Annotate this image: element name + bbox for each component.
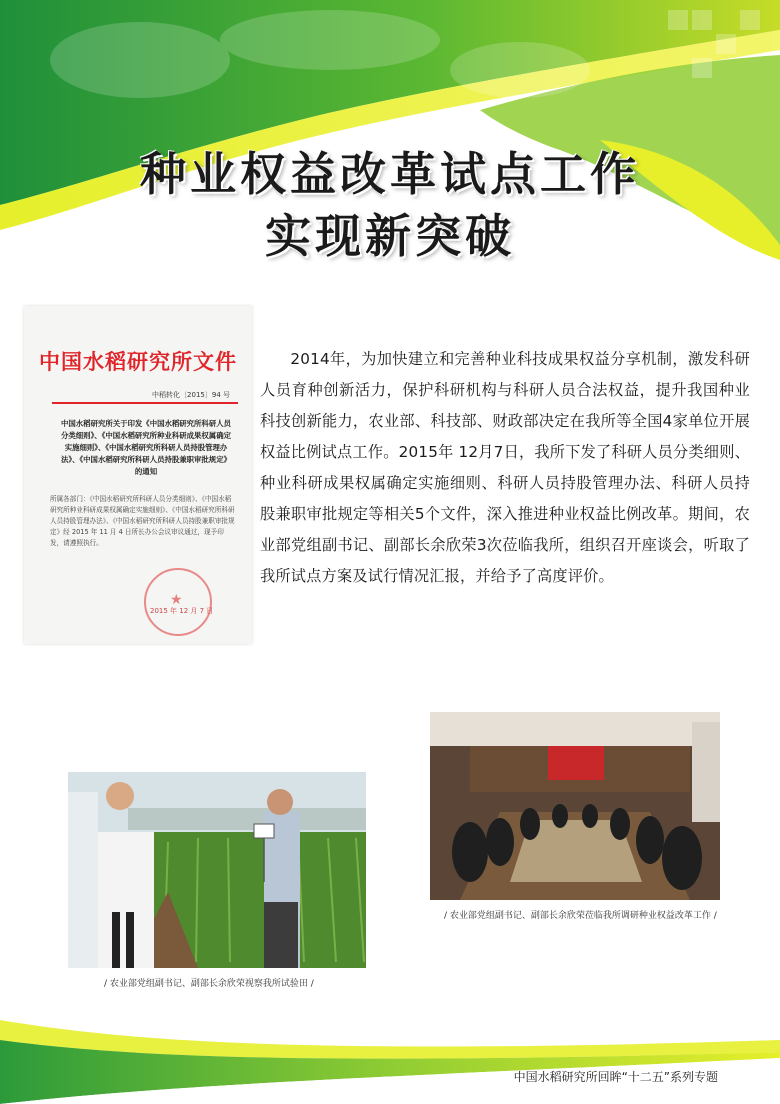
document-number: 中稻转化〔2015〕94 号 — [152, 391, 230, 399]
document-scan-image — [24, 306, 252, 644]
official-seal-icon: ★ — [144, 568, 212, 636]
footer-series-label: 中国水稻研究所回眸“十二五”系列专题 — [513, 1070, 718, 1084]
meeting-illustration — [430, 712, 720, 900]
photo-caption-left: / 农业部党组副书记、副部长余欣荣视察我所试验田 / — [104, 979, 314, 989]
footer-banner — [0, 1000, 780, 1104]
article-paragraph: 2014年，为加快建立和完善种业科技成果权益分享机制，激发科研人员育种创新活力，保护科研机构与科研人员合法权益，提升我国种业科技创新能力，农业部、科技部、财政部决定在我所等全国4家单位开展权益比例试点工作。2015年 12月7日，我所下发了科研人员分类细则、种业科研成果权属确定实施细则、科研人员持股管理办法、科研人员持股兼职审批规定等相关5个文件，深入推进种业权益比例改革。期间，农业部党组副书记、副部长余欣荣3次莅临我所，组织召开座谈会，听取了我所试点方案及试行情况汇报，并给予了高度评价。 — [260, 350, 750, 585]
document-date: 2015 年 12 月 7 日 — [150, 607, 214, 615]
field-inspection-illustration — [68, 772, 366, 968]
photo-field-inspection — [68, 772, 366, 968]
page-title-line-2: 实现新突破 — [265, 209, 515, 263]
photo-caption-right: / 农业部党组副书记、副部长余欣荣莅临我所调研种业权益改革工作 / — [444, 911, 717, 921]
document-body: 所属各部门：《中国水稻研究所科研人员分类细则》、《中国水稻研究所种业科研成果权属确定实施细则》、《中国水稻研究所科研人员持股管理办法》、《中国水稻研究所科研人员持股兼职审批规定》经 2015 年 11 月 4 日所长办公会议审议通过，现予印发，请遵照执行。 — [50, 495, 235, 547]
photo-meeting — [430, 712, 720, 900]
document-red-rule — [52, 402, 238, 404]
page-title-line-1: 种业权益改革试点工作 — [140, 147, 640, 201]
document-org-title: 中国水稻研究所文件 — [39, 349, 237, 374]
document-heading: 中国水稻研究所关于印发《中国水稻研究所科研人员分类细则》、《中国水稻研究所种业科研成果权属确定实施细则》、《中国水稻研究所科研人员持股管理办法》、《中国水稻研究所科研人员持股兼职审批规定》的通知 — [61, 419, 231, 476]
